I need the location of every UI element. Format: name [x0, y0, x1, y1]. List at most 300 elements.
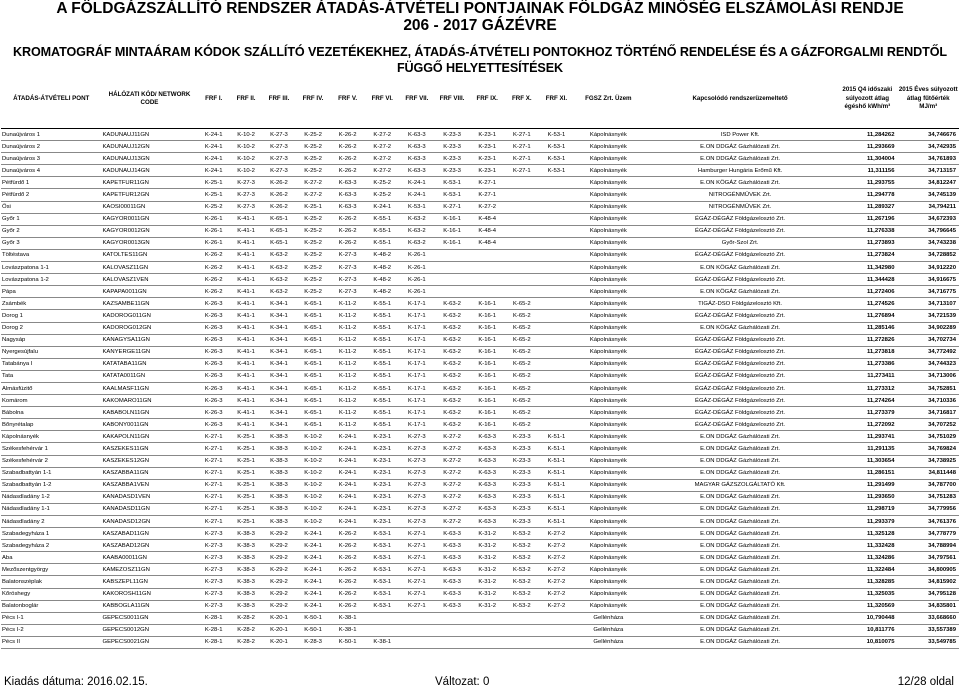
table-cell: K-29-2	[262, 552, 295, 564]
table-cell: ÉGÁZ-DÉGÁZ Földgázelosztó Zrt.	[643, 249, 837, 261]
table-row	[1, 274, 959, 286]
table-cell: 11,293741	[837, 431, 897, 443]
table-cell	[539, 274, 574, 286]
table-cell: Lovászpatona 1-2	[1, 274, 101, 286]
table-cell: K-41-1	[230, 407, 262, 419]
table-cell: K-26-2	[330, 213, 365, 225]
table-cell: K-63-2	[434, 419, 470, 431]
table-cell: Töltéstava	[1, 249, 101, 261]
table-cell: K-26-3	[198, 419, 230, 431]
table-cell: Pápa	[1, 286, 101, 298]
table-cell: K-10-2	[296, 479, 331, 491]
table-cell: Kápolnásnyék	[574, 322, 643, 334]
table-row	[1, 310, 959, 322]
table-cell: Mezőszentgyörgy	[1, 564, 101, 576]
table-cell: K-53-1	[365, 552, 400, 564]
table-cell	[505, 225, 540, 237]
table-cell: K-10-2	[296, 503, 331, 515]
table-cell: K-27-3	[330, 274, 365, 286]
table-cell: K-65-2	[505, 419, 540, 431]
table-cell: KADUNAUJ13GN	[101, 153, 197, 165]
table-cell: Kápolnásnyék	[574, 431, 643, 443]
table-cell: K-63-3	[434, 552, 470, 564]
table-cell: K-41-1	[230, 286, 262, 298]
table-cell: K-25-2	[296, 129, 331, 141]
table-cell: 11,322484	[837, 564, 897, 576]
table-cell: KANADASD1VEN	[101, 491, 197, 503]
table-cell: K-27-2	[296, 189, 331, 201]
table-cell: K-25-2	[296, 249, 331, 261]
column-header: FRF III.	[262, 70, 295, 129]
table-cell	[505, 624, 540, 636]
table-cell: K-53-1	[365, 528, 400, 540]
table-cell: K-51-1	[539, 443, 574, 455]
table-cell: K-63-3	[434, 540, 470, 552]
table-cell: 34,835801	[897, 600, 959, 612]
table-cell: K-34-1	[262, 358, 295, 370]
table-cell: K-16-1	[470, 334, 505, 346]
table-cell: Nádasdladány 1-1	[1, 503, 101, 515]
table-cell: E.ON DDGÁZ Gázhálózati Zrt.	[643, 528, 837, 540]
table-row	[1, 286, 959, 298]
table-cell: K-27-1	[434, 201, 470, 213]
table-row	[1, 237, 959, 249]
table-cell: K-16-1	[470, 419, 505, 431]
table-cell: K-53-1	[539, 153, 574, 165]
table-cell: E.ON DDGÁZ Gázhálózati Zrt.	[643, 141, 837, 153]
table-cell: K-27-1	[400, 600, 435, 612]
table-cell: 34,743238	[897, 237, 959, 249]
table-cell	[470, 636, 505, 648]
table-cell: ÉGÁZ-DÉGÁZ Földgázelosztó Zrt.	[643, 310, 837, 322]
table-cell: K-63-2	[434, 407, 470, 419]
table-cell: Pécs I-1	[1, 612, 101, 624]
table-cell: K-10-2	[230, 129, 262, 141]
table-cell: K-27-3	[400, 503, 435, 515]
table-cell: K-27-3	[198, 600, 230, 612]
table-cell: E.ON DDGÁZ Gázhálózati Zrt.	[643, 576, 837, 588]
table-cell: K-25-2	[296, 213, 331, 225]
table-cell: Kápolnásnyék	[574, 552, 643, 564]
table-cell: K-34-1	[262, 334, 295, 346]
table-cell: K-53-1	[365, 576, 400, 588]
table-cell: ÉGÁZ-DÉGÁZ Földgázelosztó Zrt.	[643, 407, 837, 419]
table-cell: 34,795128	[897, 588, 959, 600]
table-cell: K-65-1	[296, 407, 331, 419]
table-cell: KADUNAUJ11GN	[101, 129, 197, 141]
table-cell: K-53-2	[505, 588, 540, 600]
table-cell: Szabadegyháza 1	[1, 528, 101, 540]
table-cell: ÉGÁZ-DÉGÁZ Földgázelosztó Zrt.	[643, 358, 837, 370]
table-cell: 34,716775	[897, 286, 959, 298]
table-cell: K-24-1	[296, 540, 331, 552]
table-cell: K-55-1	[365, 358, 400, 370]
table-cell: KANADASD11GN	[101, 503, 197, 515]
table-cell: K-26-3	[198, 322, 230, 334]
table-row	[1, 298, 959, 310]
table-cell: K-11-2	[330, 370, 365, 382]
table-cell: ÉGÁZ-DÉGÁZ Földgázelosztó Zrt.	[643, 213, 837, 225]
table-row	[1, 370, 959, 382]
table-cell: Dunaújváros 1	[1, 129, 101, 141]
table-cell: 34,746676	[897, 129, 959, 141]
table-cell: K-53-1	[400, 201, 435, 213]
table-cell: 11,273379	[837, 407, 897, 419]
table-cell: K-28-2	[230, 612, 262, 624]
table-cell: 11,286151	[837, 467, 897, 479]
table-cell: KASZABAD12GN	[101, 540, 197, 552]
table-row	[1, 528, 959, 540]
table-cell: K-53-1	[539, 129, 574, 141]
table-cell: Kápolnásnyék	[574, 395, 643, 407]
table-cell: K-63-3	[470, 503, 505, 515]
table-cell: K-23-1	[365, 503, 400, 515]
table-cell: K-53-1	[434, 177, 470, 189]
table-cell: K-27-1	[470, 189, 505, 201]
table-cell: K-26-2	[262, 201, 295, 213]
table-cell: K-55-1	[365, 370, 400, 382]
table-cell: K-53-1	[365, 540, 400, 552]
table-cell: 11,332428	[837, 540, 897, 552]
table-cell: K-55-1	[365, 407, 400, 419]
table-cell: K-25-2	[198, 201, 230, 213]
table-cell: K-24-1	[400, 189, 435, 201]
table-cell: Kápolnásnyék	[574, 334, 643, 346]
table-cell: K-63-2	[434, 395, 470, 407]
table-cell: K-25-2	[365, 177, 400, 189]
table-row	[1, 491, 959, 503]
table-cell: KADUNAUJ12GN	[101, 141, 197, 153]
table-cell: K-53-1	[365, 600, 400, 612]
table-cell: ÉGÁZ-DÉGÁZ Földgázelosztó Zrt.	[643, 395, 837, 407]
table-cell: K-24-1	[330, 443, 365, 455]
table-cell: K-26-3	[198, 395, 230, 407]
table-cell: K-24-1	[296, 588, 331, 600]
table-cell	[434, 636, 470, 648]
table-cell: K-23-1	[365, 455, 400, 467]
table-cell: Győr-Szol Zrt.	[643, 237, 837, 249]
table-cell: K-53-2	[505, 552, 540, 564]
table-cell: KAGYOR0013GN	[101, 237, 197, 249]
table-row	[1, 153, 959, 165]
table-cell: Kápolnásnyék	[574, 310, 643, 322]
table-cell: K-26-2	[330, 225, 365, 237]
table-cell: E.ON DDGÁZ Gázhálózati Zrt.	[643, 443, 837, 455]
table-cell: E.ON DDGÁZ Gázhálózati Zrt.	[643, 516, 837, 528]
table-cell: Pétfürdő 1	[1, 177, 101, 189]
table-cell: KADOROG011GN	[101, 310, 197, 322]
table-cell: K-16-1	[434, 225, 470, 237]
table-cell: K-27-3	[198, 552, 230, 564]
table-cell: 34,788994	[897, 540, 959, 552]
table-cell: K-24-1	[330, 467, 365, 479]
table-cell	[505, 189, 540, 201]
table-cell: K-28-1	[198, 624, 230, 636]
table-cell	[539, 177, 574, 189]
table-cell: K-23-3	[434, 141, 470, 153]
table-cell: K-27-1	[400, 552, 435, 564]
table-cell: K-27-1	[198, 516, 230, 528]
table-cell: K-65-1	[296, 419, 331, 431]
table-cell	[539, 382, 574, 394]
table-cell	[470, 624, 505, 636]
table-cell: 11,293755	[837, 177, 897, 189]
table-cell: K-25-2	[296, 225, 331, 237]
table-cell: E.ON DDGÁZ Gázhálózati Zrt.	[643, 624, 837, 636]
table-cell: E.ON DDGÁZ Gázhálózati Zrt.	[643, 455, 837, 467]
table-cell: Kápolnásnyék	[574, 516, 643, 528]
table-cell: K-23-1	[470, 165, 505, 177]
table-cell: K-24-1	[296, 528, 331, 540]
table-cell: K-34-1	[262, 407, 295, 419]
table-cell: Kápolnásnyék	[574, 540, 643, 552]
table-cell: K-63-3	[434, 588, 470, 600]
table-cell: Kápolnásnyék	[574, 286, 643, 298]
table-cell: K-29-2	[262, 528, 295, 540]
table-cell: Nádasdladány 1-2	[1, 491, 101, 503]
table-cell: 11,273312	[837, 382, 897, 394]
table-cell: K-25-1	[198, 189, 230, 201]
table-cell: KAGYOR0011GN	[101, 213, 197, 225]
table-cell: K-27-1	[505, 141, 540, 153]
table-cell: K-16-1	[470, 370, 505, 382]
table-cell: K-16-1	[470, 298, 505, 310]
table-cell: K-26-1	[400, 286, 435, 298]
table-cell: K-16-1	[470, 358, 505, 370]
table-cell: KATOLTES11GN	[101, 249, 197, 261]
table-cell: K-27-1	[198, 455, 230, 467]
table-row	[1, 177, 959, 189]
table-cell: Kápolnásnyék	[574, 419, 643, 431]
table-cell: Kápolnásnyék	[574, 165, 643, 177]
table-cell: K-17-1	[400, 346, 435, 358]
table-cell: K-63-3	[330, 201, 365, 213]
table-row	[1, 201, 959, 213]
table-cell: K-23-1	[470, 153, 505, 165]
table-row	[1, 249, 959, 261]
table-cell: K-63-3	[470, 443, 505, 455]
table-cell: KAZSAMBE11GN	[101, 298, 197, 310]
table-cell: K-25-1	[230, 491, 262, 503]
table-cell: K-27-1	[505, 129, 540, 141]
table-cell: K-65-1	[296, 382, 331, 394]
table-cell: K-26-1	[198, 225, 230, 237]
table-cell: Bőnyrétalap	[1, 419, 101, 431]
table-cell: K-10-2	[296, 431, 331, 443]
table-cell: K-27-2	[539, 588, 574, 600]
table-cell	[539, 358, 574, 370]
table-cell: K-55-1	[365, 322, 400, 334]
table-cell: K-53-1	[365, 588, 400, 600]
table-cell: K-20-1	[262, 636, 295, 648]
table-cell: KASZABBA1VEN	[101, 479, 197, 491]
table-cell: K-55-1	[365, 298, 400, 310]
table-cell: K-25-1	[230, 479, 262, 491]
table-cell: K-27-2	[434, 455, 470, 467]
table-cell: KASZABBA11GN	[101, 467, 197, 479]
table-cell: 34,761893	[897, 153, 959, 165]
column-header: FRF I.	[198, 70, 230, 129]
table-cell	[434, 249, 470, 261]
table-cell: K-27-2	[434, 503, 470, 515]
table-cell	[400, 636, 435, 648]
table-cell	[539, 636, 574, 648]
table-cell: K-41-1	[230, 370, 262, 382]
table-cell: 33,668660	[897, 612, 959, 624]
table-cell: NITROGÉNMŰVEK Zrt.	[643, 201, 837, 213]
table-cell: K-38-3	[262, 516, 295, 528]
table-cell: K-27-1	[198, 503, 230, 515]
table-cell: Kápolnásnyék	[574, 564, 643, 576]
table-cell: Kápolnásnyék	[574, 407, 643, 419]
table-cell: 34,751283	[897, 491, 959, 503]
table-cell: K-65-1	[262, 213, 295, 225]
table-cell	[505, 237, 540, 249]
table-cell: Kápolnásnyék	[574, 129, 643, 141]
table-cell: K-26-2	[262, 189, 295, 201]
table-cell: K-24-1	[330, 479, 365, 491]
table-row	[1, 516, 959, 528]
table-cell: K-65-1	[296, 370, 331, 382]
table-row	[1, 141, 959, 153]
table-cell: TIGÁZ-DSO Földgázelosztó Kft.	[643, 298, 837, 310]
table-cell: Dorog 1	[1, 310, 101, 322]
table-cell	[505, 213, 540, 225]
table-cell: K-55-1	[365, 382, 400, 394]
table-cell: K-23-1	[470, 129, 505, 141]
table-cell: K-65-1	[296, 358, 331, 370]
table-cell: K-24-1	[400, 177, 435, 189]
table-row	[1, 382, 959, 394]
table-cell: K-50-1	[330, 636, 365, 648]
table-row	[1, 419, 959, 431]
table-cell: K-24-1	[330, 503, 365, 515]
table-cell: K-17-1	[400, 419, 435, 431]
table-cell: K-27-2	[539, 564, 574, 576]
table-cell: 34,745139	[897, 189, 959, 201]
table-cell: K-41-1	[230, 322, 262, 334]
issue-date: Kiadás dátuma: 2016.02.15.	[4, 676, 148, 688]
table-cell: K-48-2	[365, 262, 400, 274]
table-cell	[539, 262, 574, 274]
table-cell: K-53-2	[505, 564, 540, 576]
table-row	[1, 576, 959, 588]
table-cell: 11,304004	[837, 153, 897, 165]
table-cell: E.ON DDGÁZ Gázhálózati Zrt.	[643, 612, 837, 624]
table-cell: Nádasdladány 2	[1, 516, 101, 528]
table-cell: K-29-2	[262, 540, 295, 552]
table-cell: K-26-2	[330, 129, 365, 141]
table-cell: K-27-1	[400, 528, 435, 540]
table-cell: K-27-3	[198, 540, 230, 552]
table-cell: 11,344428	[837, 274, 897, 286]
table-cell: Zsámbék	[1, 298, 101, 310]
table-cell: K-23-3	[434, 153, 470, 165]
table-cell: E.ON DDGÁZ Gázhálózati Zrt.	[643, 588, 837, 600]
table-cell: Székesfehérvár 1	[1, 443, 101, 455]
table-cell	[539, 612, 574, 624]
table-cell: K-27-3	[400, 431, 435, 443]
table-cell: Győr 3	[1, 237, 101, 249]
table-cell: E.ON KÖGÁZ Gázhálózati Zrt.	[643, 262, 837, 274]
table-cell: Kápolnásnyék	[574, 213, 643, 225]
table-cell: K-26-2	[330, 540, 365, 552]
table-cell: Gellénháza	[574, 612, 643, 624]
table-cell: K-63-2	[434, 358, 470, 370]
table-cell: Kápolnásnyék	[574, 503, 643, 515]
table-cell: K-23-3	[505, 443, 540, 455]
table-cell: K-28-1	[198, 636, 230, 648]
table-cell: K-38-3	[230, 528, 262, 540]
table-cell	[400, 624, 435, 636]
table-cell: KAKAPOLN11GN	[101, 431, 197, 443]
table-cell: K-63-2	[262, 262, 295, 274]
table-cell: K-63-3	[434, 576, 470, 588]
table-cell: Pétfürdő 2	[1, 189, 101, 201]
table-cell: K-31-2	[470, 528, 505, 540]
table-cell: 34,728852	[897, 249, 959, 261]
table-cell: K-65-2	[505, 358, 540, 370]
table-cell: K-25-1	[230, 516, 262, 528]
table-cell	[470, 262, 505, 274]
table-cell: 11,324286	[837, 552, 897, 564]
table-cell: K-27-3	[330, 262, 365, 274]
table-cell: Tatabánya I	[1, 358, 101, 370]
table-cell: KAPAPA0011GN	[101, 286, 197, 298]
table-cell: 34,716817	[897, 407, 959, 419]
table-cell: K-38-3	[230, 540, 262, 552]
table-cell	[434, 612, 470, 624]
table-cell: K-24-1	[198, 165, 230, 177]
table-row	[1, 431, 959, 443]
table-cell: Kőröshegy	[1, 588, 101, 600]
table-cell: 11,272826	[837, 334, 897, 346]
table-cell: K-63-3	[330, 189, 365, 201]
table-cell: K-31-2	[470, 552, 505, 564]
table-cell: 34,761376	[897, 516, 959, 528]
table-cell: K-63-2	[434, 310, 470, 322]
table-cell: K-55-1	[365, 237, 400, 249]
table-cell: Lovászpatona 1-1	[1, 262, 101, 274]
table-row	[1, 346, 959, 358]
table-cell	[539, 407, 574, 419]
table-cell: K-10-2	[296, 455, 331, 467]
table-cell: K-24-1	[296, 600, 331, 612]
table-cell: KADOROG012GN	[101, 322, 197, 334]
table-cell: Hamburger Hungária Erőmű Kft.	[643, 165, 837, 177]
table-cell: K-27-2	[539, 540, 574, 552]
table-cell: Balatonboglár	[1, 600, 101, 612]
table-cell: K-16-1	[470, 346, 505, 358]
table-cell: 11,267196	[837, 213, 897, 225]
table-cell	[539, 419, 574, 431]
table-cell: K-10-2	[296, 491, 331, 503]
table-cell: K-65-1	[296, 298, 331, 310]
table-cell: K-25-1	[230, 443, 262, 455]
table-cell: K-11-2	[330, 322, 365, 334]
table-cell: 33,549785	[897, 636, 959, 648]
table-cell: K-26-3	[198, 382, 230, 394]
table-cell: K-10-2	[230, 153, 262, 165]
table-row	[1, 588, 959, 600]
table-cell: K-11-2	[330, 334, 365, 346]
table-cell: 34,672393	[897, 213, 959, 225]
table-cell: E.ON DDGÁZ Gázhálózati Zrt.	[643, 540, 837, 552]
table-cell: E.ON KÖGÁZ Gázhálózati Zrt.	[643, 322, 837, 334]
table-cell: K-27-3	[230, 201, 262, 213]
table-cell: K-10-2	[230, 141, 262, 153]
table-cell: K-27-1	[198, 467, 230, 479]
